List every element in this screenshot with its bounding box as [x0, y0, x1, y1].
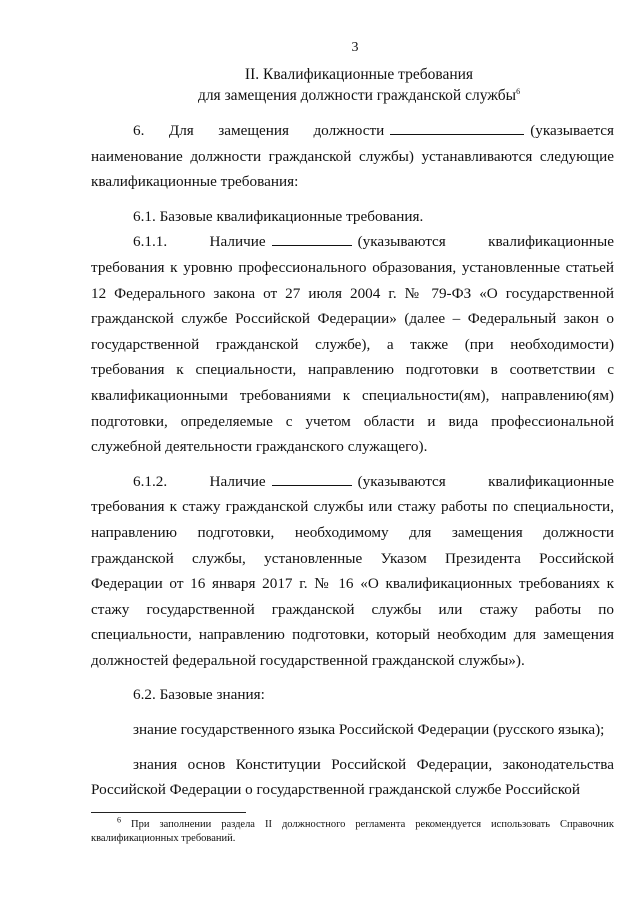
paragraph-6-1-2-rest: (указываются квалификационные требования к стажу гражданской службы или стажу работы по специальности, направлению подготовки, необходимому для замещения должности гражданской службы, установленные Указом Президента Российской Федерации от 16 января 2017 г. № 16 «О квалификационных требованиях к стажу государственной гражданской службы или стажу работы по специальности, направлению подготовки, который необходим для замещения должностей федеральной государственной гражданской службы»).	[91, 472, 614, 669]
paragraph-6-1-2	[91, 469, 614, 674]
document-body	[91, 118, 614, 803]
experience-blank	[272, 471, 352, 486]
heading-footnote-ref: 6	[516, 86, 521, 96]
paragraph-6-1-2-lead: 6.1.2. Наличие	[133, 472, 266, 490]
paragraph-6-rest: (указывается наименование должности гражданской службы) устанавливаются следующие квалификационные требования:	[91, 122, 614, 191]
paragraph-6-1: 6.1. Базовые квалификационные требования.	[133, 207, 424, 225]
paragraph-6-2: 6.2. Базовые знания:	[133, 686, 265, 704]
paragraph-6-1-1-rest: (указываются квалификационные требования к уровню профессионального образования, установленные статьей 12 Федерального закона от 27 июля 2004 г. № 79-ФЗ «О государственной гражданской службе Российской Федерации» (далее – Федеральный закон о государственной гражданской службе), а также (при необходимости) требования к специальности, направлению подготовки в соответствии с квалификационными требованиями к специальности(ям), направлению(ям) подготовки, определяемые с учетом области и вида профессиональной служебной деятельности гражданского служащего).	[91, 233, 614, 456]
footnote-separator	[91, 812, 246, 813]
paragraph-6-2-item-2: знания основ Конституции Российской Федерации, законодательства Российской Федерации о государственной гражданской службе Российской	[91, 755, 614, 799]
education-blank	[272, 231, 352, 246]
heading-line-1: II. Квалификационные требования	[244, 66, 474, 83]
position-name-blank	[390, 120, 524, 135]
footnote-marker: 6	[117, 815, 121, 825]
footnote	[91, 815, 615, 846]
paragraph-6-2-item-1: знание государственного языка Российской Федерации (русского языка);	[133, 721, 605, 739]
paragraph-6	[91, 118, 614, 195]
section-heading	[0, 64, 640, 106]
paragraph-6-1-1	[91, 229, 614, 459]
paragraph-6-lead: 6. Для замещения должности	[133, 122, 385, 139]
footnote-text: При заполнении раздела II должностного регламента рекомендуется использовать Справочник квалификационных требований.	[91, 819, 615, 844]
page-number: 3	[351, 40, 359, 55]
paragraph-6-1-1-lead: 6.1.1. Наличие	[133, 233, 266, 251]
heading-line-2-text: для замещения должности гражданской службы	[197, 87, 517, 104]
heading-line-2	[0, 85, 640, 106]
